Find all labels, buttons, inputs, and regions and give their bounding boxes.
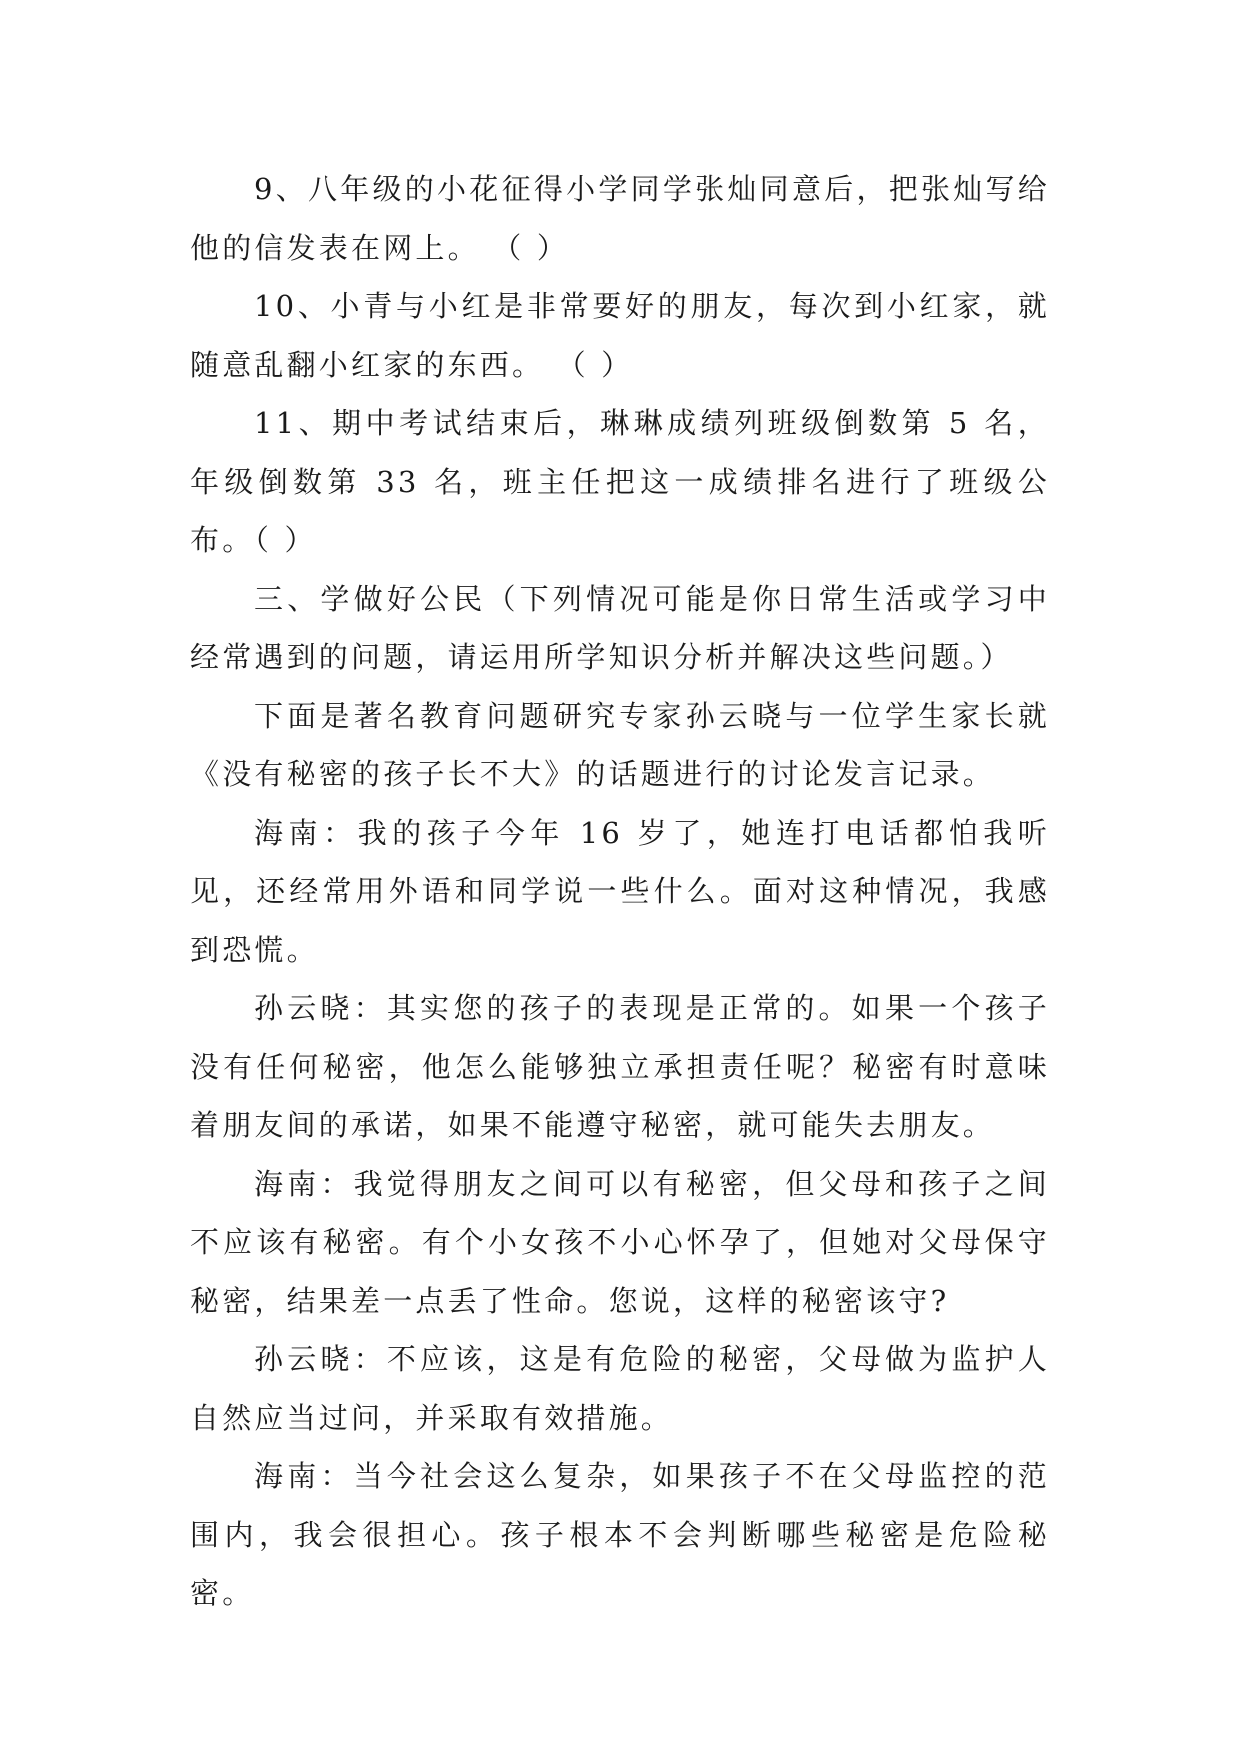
section-three-heading: 三、学做好公民（下列情况可能是你日常生活或学习中经常遇到的问题，请运用所学知识分析并解决这些问题。） bbox=[190, 581, 1050, 674]
dialogue-hainan-3: 海南：当今社会这么复杂，如果孩子不在父母监控的范围内，我会很担心。孩子根本不会判断哪些秘密是危险秘密。 bbox=[190, 1459, 1050, 1610]
intro-paragraph: 下面是著名教育问题研究专家孙云晓与一位学生家长就《没有秘密的孩子长不大》的话题进行的讨论发言记录。 bbox=[190, 698, 1050, 791]
document-body bbox=[190, 160, 1050, 1623]
question-9: 9、八年级的小花征得小学同学张灿同意后，把张灿写给他的信发表在网上。 （ ） bbox=[190, 172, 1050, 265]
dialogue-sun-1: 孙云晓：其实您的孩子的表现是正常的。如果一个孩子没有任何秘密，他怎么能够独立承担责任呢？秘密有时意味着朋友间的承诺，如果不能遵守秘密，就可能失去朋友。 bbox=[190, 991, 1050, 1142]
question-11: 11、期中考试结束后，琳琳成绩列班级倒数第 5 名，年级倒数第 33 名，班主任把这一成绩排名进行了班级公布。（ ） bbox=[190, 406, 1050, 557]
dialogue-sun-2: 孙云晓：不应该，这是有危险的秘密，父母做为监护人自然应当过问，并采取有效措施。 bbox=[190, 1342, 1050, 1435]
question-10: 10、小青与小红是非常要好的朋友，每次到小红家，就随意乱翻小红家的东西。 （ ） bbox=[190, 289, 1050, 382]
dialogue-hainan-1: 海南：我的孩子今年 16 岁了，她连打电话都怕我听见，还经常用外语和同学说一些什么。面对这种情况，我感到恐慌。 bbox=[190, 815, 1050, 967]
dialogue-hainan-2: 海南：我觉得朋友之间可以有秘密，但父母和孩子之间不应该有秘密。有个小女孩不小心怀孕了，但她对父母保守秘密，结果差一点丢了性命。您说，这样的秘密该守? bbox=[190, 1166, 1050, 1318]
